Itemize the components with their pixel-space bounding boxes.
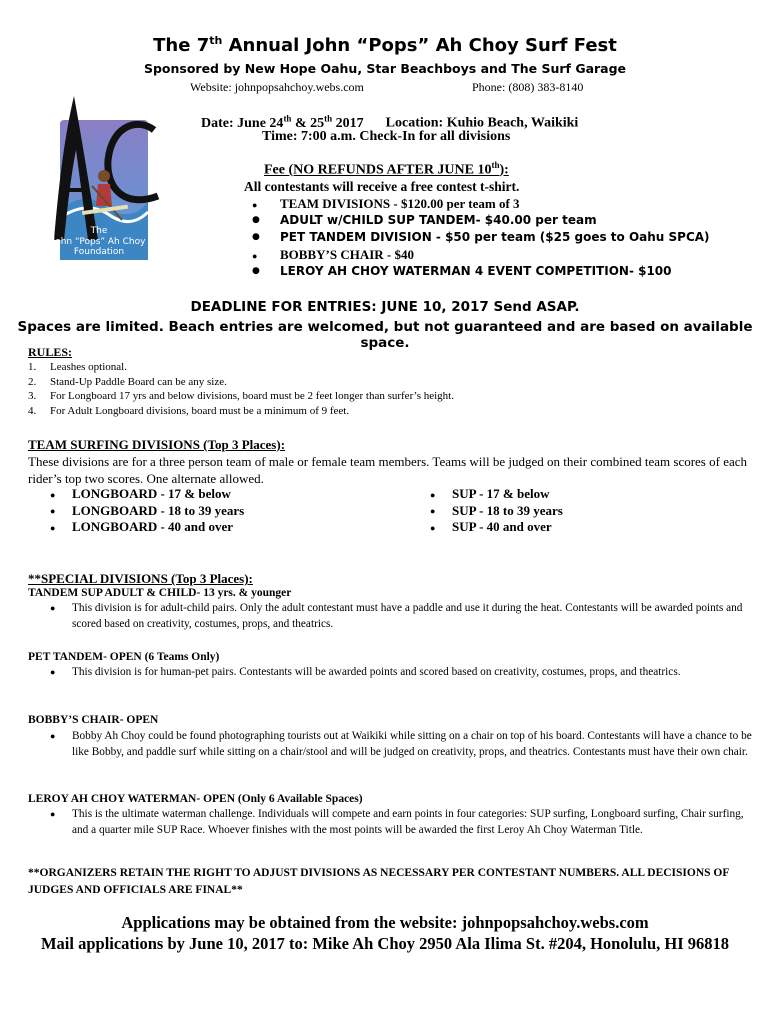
logo-text [34,226,164,258]
fee-item: ● LEROY AH CHOY WATERMAN 4 EVENT COMPETITION- $100 [252,264,672,278]
division-item: ● SUP - 40 and over [430,519,563,536]
bullet-icon: ● [252,215,260,225]
pet-tandem-description: This division is for human-pet pairs. Contestants will be awarded points and scored based on creativity, costumes, props, and theatrics. [72,666,681,678]
website-text: Website: johnpopsahchoy.webs.com [190,80,364,94]
team-divisions-heading: TEAM SURFING DIVISIONS (Top 3 Places): [28,437,286,452]
fee-item: ● ADULT w/CHILD SUP TANDEM- $40.00 per team [252,213,597,227]
bullet-icon: ● [252,199,258,210]
fee-item: ● TEAM DIVISIONS - $120.00 per team of 3 [252,195,710,212]
bobbys-chair-description: Bobby Ah Choy could be found photographing tourists out at Waikiki while sitting on a chair on top of his board. Contestants will have a chance to be like Bobby, and paddle surf while sitting on a chair/stool and will be judged on creativity, props, and theatrics. Contestants must have their own chair. [72,730,752,758]
rules-heading: RULES: [28,345,73,359]
fee-heading: Fee (NO REFUNDS AFTER JUNE 10th): [264,160,509,178]
tandem-sup-description: This division is for adult-child pairs. Only the adult contestant must have a paddle and use it during the heat. Contestants will be awarded points and scored based on creativity, costumes, props, and theatrics. [72,602,743,630]
division-item: ● SUP - 18 to 39 years [430,503,563,520]
bullet-icon: ● [50,667,56,677]
division-item: ● LONGBOARD - 18 to 39 years [50,503,244,520]
page-title: The 7th Annual John “Pops” Ah Choy Surf Fest [153,34,617,56]
bullet-icon: ● [50,489,56,500]
fee-item: ● BOBBY’S CHAIR - $40 [252,246,710,263]
bullet-icon: ● [50,506,56,517]
event-date: Date: June 24th & 25th 2017 [201,113,364,131]
rule-item: 2. Stand-Up Paddle Board can be any size. [28,375,227,388]
free-shirt-note: All contestants will receive a free contest t-shirt. [244,179,520,194]
organizers-notice: **ORGANIZERS RETAIN THE RIGHT TO ADJUST DIVISIONS AS NECESSARY PER CONTESTANT NUMBERS. ALL DECISIONS OF JUDGES AND OFFICIALS ARE FINAL** [28,867,729,896]
bullet-icon: ● [50,731,56,741]
division-item: ● SUP - 17 & below [430,486,563,503]
tandem-sup-title: TANDEM SUP ADULT & CHILD- 13 yrs. & younger [28,587,292,599]
deadline-notice: DEADLINE FOR ENTRIES: JUNE 10, 2017 Send ASAP. [190,299,580,315]
division-item: ● LONGBOARD - 40 and over [50,519,244,536]
foundation-logo [34,90,164,270]
phone-text: Phone: (808) 383-8140 [472,80,584,94]
event-location: Location: Kuhio Beach, Waikiki [385,115,579,131]
bullet-icon: ● [50,603,56,613]
sup-divisions [430,486,563,536]
fee-list [252,195,710,280]
bullet-icon: ● [430,506,436,517]
bullet-icon: ● [430,489,436,500]
sponsor-line: Sponsored by New Hope Oahu, Star Beachboys and The Surf Garage [143,61,627,76]
spaces-notice: Spaces are limited. Beach entries are welcomed, but not guaranteed and are based on available space. [17,319,753,351]
division-item: ● LONGBOARD - 17 & below [50,486,244,503]
special-divisions-heading: **SPECIAL DIVISIONS (Top 3 Places): [28,571,253,586]
rule-item: 1. Leashes optional. [28,361,127,373]
logo-line-2: John “Pops” Ah Choy [52,236,146,247]
rule-item: 3. For Longboard 17 yrs and below divisions, board must be 2 feet longer than surfer’s height. [28,390,454,403]
bullet-icon: ● [252,250,258,261]
waterman-title: LEROY AH CHOY WATERMAN- OPEN (Only 6 Available Spaces) [28,793,363,805]
team-divisions-description: These divisions are for a three person team of male or female team members. Teams will be judged on their combined team scores of each rider’s top two scores. One alternate allowed. [28,454,748,486]
mail-notice: Mail applications by June 10, 2017 to: Mike Ah Choy 2950 Ala Ilima St. #204, Honolulu, HI 96818 [40,934,730,953]
applications-notice: Applications may be obtained from the website: johnpopsahchoy.webs.com [121,913,649,932]
event-time: Time: 7:00 a.m. Check-In for all divisions [262,129,511,144]
bullet-icon: ● [252,266,260,276]
bullet-icon: ● [252,232,260,242]
rules-list [28,360,454,419]
pet-tandem-title: PET TANDEM- OPEN (6 Teams Only) [28,651,220,663]
rule-item: 4. For Adult Longboard divisions, board must be a minimum of 9 feet. [28,405,350,418]
bullet-icon: ● [430,522,436,533]
bobbys-chair-title: BOBBY’S CHAIR- OPEN [28,714,159,726]
bullet-icon: ● [50,522,56,533]
longboard-divisions [50,486,244,536]
logo-line-1: The [90,226,108,236]
bullet-icon: ● [50,809,56,819]
fee-item: ● PET TANDEM DIVISION - $50 per team ($25 goes to Oahu SPCA) [252,230,710,244]
waterman-description: This is the ultimate waterman challenge. Individuals will compete and earn points in four categories: SUP surfing, Longboard surfing, Chair surfing, and a quarter mile SUP Race. Whoever finishes with the most points will be awarded the first Leroy Ah Choy Waterman Title. [72,808,744,836]
logo-line-3: Foundation [73,247,125,257]
